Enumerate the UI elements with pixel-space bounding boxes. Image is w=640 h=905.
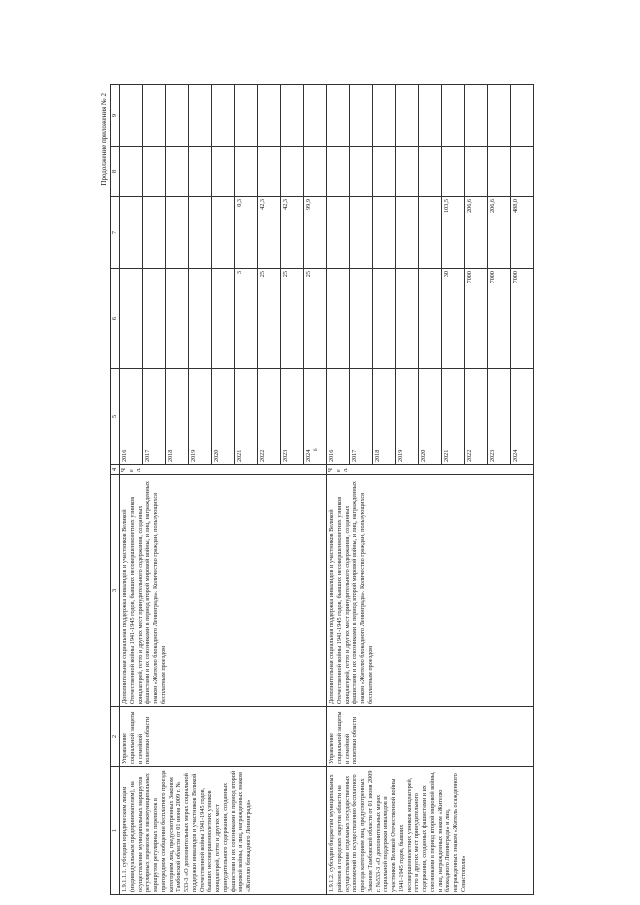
empty-cell — [488, 85, 511, 147]
value-cell — [189, 269, 212, 369]
value-cell — [327, 197, 350, 269]
empty-cell — [327, 147, 350, 197]
year-cell: 2024 — [304, 369, 327, 465]
empty-cell — [143, 147, 166, 197]
executor-cell: Управление социальной защиты и семейной политики области — [120, 707, 327, 767]
year-cell: 2018 — [373, 369, 396, 465]
measure-cell: 1.9.1.1.1. субсидии юридическим лицам (индивидуальным предпринимателям), на осуществление муниципальных маршрутов регулярных перевозок и межмуниципальных маршрутов регулярных перевозок в пригородном сообщении бесплатного проезда категориям лиц, предусмотренных Законом Тамбовской области от 01 июня 2009 г. № 533-3 «О дополнительных мерах социальной поддержки инвалидов и участников Великой Отечественной войны 1941-1945 годов, бывших несовершеннолетних узников концлагерей, гетто и других мест принудительного содержания, созданных фашистами и их союзниками в период второй мировой войны, и лиц, награжденных знаком «Жителю блокадного Ленинграда» — [120, 767, 327, 895]
value-cell — [419, 197, 442, 269]
empty-cell — [166, 85, 189, 147]
rotated-page — [100, 85, 630, 895]
year-cell: 2020 — [212, 369, 235, 465]
empty-cell — [189, 85, 212, 147]
value-cell — [120, 197, 143, 269]
unit-cell: Чел. — [120, 465, 327, 475]
year-cell: 2017 — [143, 369, 166, 465]
empty-cell — [281, 85, 304, 147]
empty-cell — [304, 147, 327, 197]
empty-cell — [373, 85, 396, 147]
measure-cell: 1.9.1.2. субсидии бюджетам муниципальных районов и городских округов области на осуществление отдельных государственных полномочий по осуществлению бесплатного проезда категориям лиц, предусмотренных Законом Тамбовской области от 01 июня 2009 г. №533-3 «О дополнительных мерах социальной поддержки инвалидов и участников Великой Отечественной войны 1941-1945 годов, бывших несовершеннолетних узников концлагерей, гетто и других мест принудительного содержания, созданных фашистами и их союзниками в период второй мировой войны, и лиц, награжденных знаком «Жителю блокадного Ленинграда» и лиц, награжденных знаком «Житель осажденного Севастополя» — [327, 767, 534, 895]
value-cell: 0,3 — [235, 197, 258, 269]
value-cell — [120, 269, 143, 369]
table-row — [120, 85, 143, 895]
year-cell: 2020 — [419, 369, 442, 465]
table-row — [327, 85, 350, 895]
value-cell: 7000 — [488, 269, 511, 369]
value-cell — [396, 197, 419, 269]
indicator-cell: Дополнительная социальная поддержка инвалидов и участников Великой Отечественной войны 1941-1945 годов, бывших несовершеннолетних узников концлагерей, гетто и других мест принудительного содержания, созданных фашистами и их союзниками в период второй мировой войны, и лиц, награжденных знаком «Жителю блокадного Ленинграда». Количество граждан, пользующихся бесплатным проездом — [327, 475, 534, 707]
continuation-label: Продолжение приложения № 2 — [100, 93, 108, 186]
empty-cell — [258, 147, 281, 197]
empty-cell — [350, 147, 373, 197]
value-cell: 42,3 — [258, 197, 281, 269]
value-cell — [212, 197, 235, 269]
value-cell — [189, 197, 212, 269]
value-cell: 25 — [258, 269, 281, 369]
value-cell: 7000 — [465, 269, 488, 369]
table-body — [120, 85, 534, 895]
executor-cell: Управление социальной защиты и семейной политики области — [327, 707, 534, 767]
empty-cell — [511, 85, 534, 147]
year-cell: 2023 — [488, 369, 511, 465]
value-cell — [143, 269, 166, 369]
column-number: 8 — [111, 147, 120, 197]
year-cell: 2022 — [465, 369, 488, 465]
value-cell — [212, 269, 235, 369]
column-number: 2 — [111, 707, 120, 767]
empty-cell — [166, 147, 189, 197]
page-number: 6 — [314, 448, 319, 451]
empty-cell — [350, 85, 373, 147]
year-cell: 2021 — [442, 369, 465, 465]
empty-cell — [396, 147, 419, 197]
value-cell — [373, 269, 396, 369]
value-cell — [396, 269, 419, 369]
empty-cell — [465, 147, 488, 197]
year-cell: 2018 — [166, 369, 189, 465]
empty-cell — [327, 85, 350, 147]
empty-cell — [235, 85, 258, 147]
empty-cell — [488, 147, 511, 197]
year-cell: 2017 — [350, 369, 373, 465]
empty-cell — [235, 147, 258, 197]
year-cell: 2016 — [327, 369, 350, 465]
empty-cell — [419, 147, 442, 197]
empty-cell — [258, 85, 281, 147]
empty-cell — [396, 85, 419, 147]
empty-cell — [304, 85, 327, 147]
value-cell: 42,3 — [281, 197, 304, 269]
empty-cell — [212, 85, 235, 147]
year-cell: 2024 — [511, 369, 534, 465]
column-number: 7 — [111, 197, 120, 269]
empty-cell — [373, 147, 396, 197]
value-cell — [327, 269, 350, 369]
value-cell — [350, 197, 373, 269]
year-cell: 2019 — [189, 369, 212, 465]
empty-cell — [281, 147, 304, 197]
empty-cell — [465, 85, 488, 147]
year-cell: 2022 — [258, 369, 281, 465]
value-cell: 103,5 — [442, 197, 465, 269]
column-number: 4 — [111, 465, 120, 475]
column-number: 5 — [111, 369, 120, 465]
empty-cell — [419, 85, 442, 147]
value-cell — [166, 197, 189, 269]
column-number: 9 — [111, 85, 120, 147]
year-cell: 2016 — [120, 369, 143, 465]
value-cell — [373, 197, 396, 269]
value-cell: 25 — [304, 269, 327, 369]
empty-cell — [120, 85, 143, 147]
value-cell — [166, 269, 189, 369]
empty-cell — [511, 147, 534, 197]
empty-cell — [212, 147, 235, 197]
program-table — [110, 84, 534, 895]
value-cell — [419, 269, 442, 369]
value-cell — [143, 197, 166, 269]
value-cell: 7000 — [511, 269, 534, 369]
empty-cell — [442, 85, 465, 147]
empty-cell — [442, 147, 465, 197]
year-cell: 2019 — [396, 369, 419, 465]
column-number: 3 — [111, 475, 120, 707]
value-cell: 25 — [281, 269, 304, 369]
column-number: 1 — [111, 767, 120, 895]
value-cell: 99,9 — [304, 197, 327, 269]
column-number: 6 — [111, 269, 120, 369]
year-cell: 2021 — [235, 369, 258, 465]
empty-cell — [120, 147, 143, 197]
column-number-row — [111, 85, 120, 895]
value-cell — [350, 269, 373, 369]
value-cell: 3 — [235, 269, 258, 369]
empty-cell — [189, 147, 212, 197]
value-cell: 206,6 — [465, 197, 488, 269]
value-cell: 488,0 — [511, 197, 534, 269]
value-cell: 206,6 — [488, 197, 511, 269]
empty-cell — [143, 85, 166, 147]
year-cell: 2023 — [281, 369, 304, 465]
unit-cell: Чел. — [327, 465, 534, 475]
value-cell: 30 — [442, 269, 465, 369]
indicator-cell: Дополнительная социальная поддержка инвалидов и участников Великой Отечественной войны 1941-1945 годов, бывших несовершеннолетних узников концлагерей, гетто и других мест принудительного содержания, созданных фашистами и их союзниками в период второй мировой войны, и лиц, награжденных знаком «Жителю блокадного Ленинграда». Количество граждан, пользующихся бесплатным проездом — [120, 475, 327, 707]
